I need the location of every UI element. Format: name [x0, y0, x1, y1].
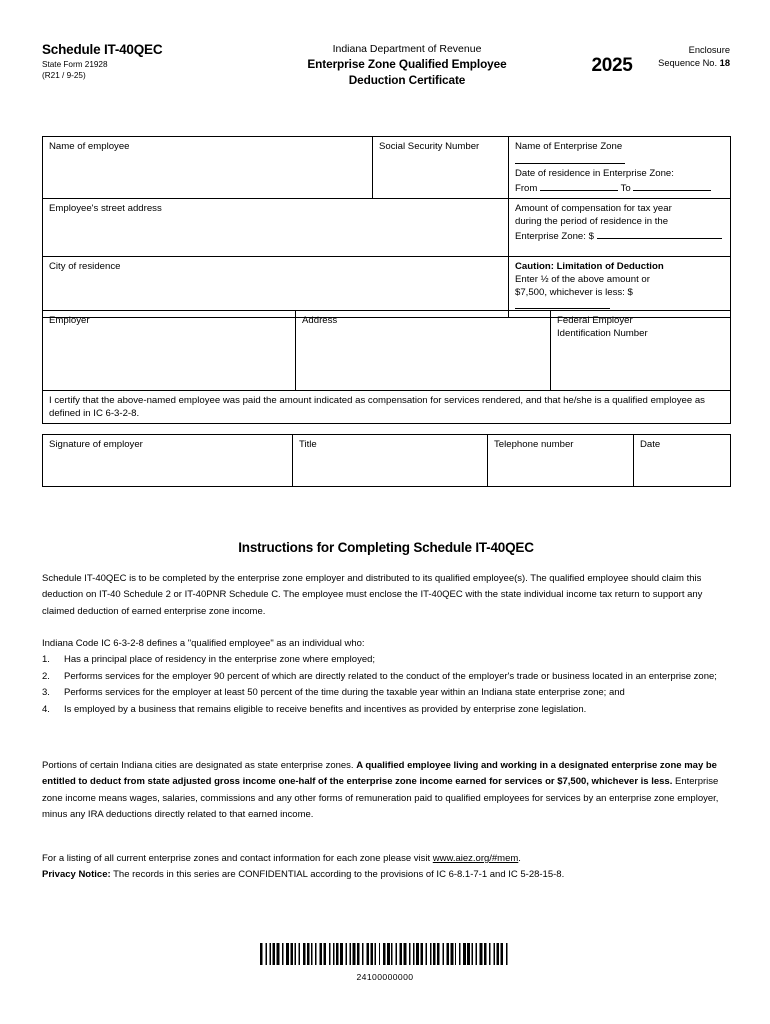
field-label: Date [640, 439, 661, 450]
field-caution-limitation[interactable] [509, 257, 731, 317]
field-label: Amount of compensation for tax year [515, 203, 672, 215]
employee-information-table [42, 136, 731, 318]
field-label: Name of employee [49, 141, 130, 152]
field-label: $7,500, whichever is less: $ [515, 286, 633, 298]
residence-dates-line [515, 181, 725, 196]
sequence-number: 18 [719, 58, 730, 68]
portions-text-part1: Portions of certain Indiana cities are designated as state enterprise zones. [42, 760, 357, 771]
certification-statement: I certify that the above-named employee was paid the amount indicated as compensation for services rendered, and that he/she is a qualified employee as defined in IC 6-3-2-8. [43, 391, 731, 424]
field-enterprise-zone-details[interactable] [509, 137, 731, 199]
field-city-of-residence[interactable] [43, 257, 509, 317]
enclosure-sequence-block [658, 44, 730, 70]
field-name-of-employee[interactable] [43, 137, 373, 199]
sequence-label: Sequence No. [658, 58, 718, 68]
field-employer-address[interactable] [296, 311, 551, 391]
field-label: Date of residence in Enterprise Zone: [515, 168, 674, 180]
agency-name: Indiana Department of Revenue [332, 43, 482, 55]
field-telephone-number[interactable] [488, 435, 634, 487]
field-label: Address [302, 315, 338, 326]
field-social-security-number[interactable] [373, 137, 509, 199]
privacy-notice-label: Privacy Notice: [42, 869, 111, 881]
list-item [42, 702, 730, 718]
field-label: Identification Number [557, 327, 648, 339]
privacy-notice-line [42, 867, 730, 883]
field-label: Employer [49, 315, 90, 326]
field-label: Signature of employer [49, 439, 143, 450]
form-title: Schedule IT-40QEC [42, 42, 163, 57]
to-label: To [620, 182, 631, 194]
table-row [43, 435, 731, 487]
barcode-image [260, 938, 510, 970]
write-in-line[interactable] [515, 154, 625, 164]
field-signature-of-employer[interactable] [43, 435, 293, 487]
aiez-website-link[interactable]: www.aiez.org/#mem [432, 853, 519, 864]
caution-heading: Caution: Limitation of Deduction [515, 261, 664, 273]
table-row [43, 311, 731, 391]
enterprise-zone-name-line [515, 141, 725, 168]
instructions-intro-paragraph: Schedule IT-40QEC is to be completed by the enterprise zone employer and distributed to its qualified employee(s). The qualified employee should claim this deduction on IT-40 Schedule 2 or IT-40PNR Schedule C. The employee must enclose the IT-40QEC with the state individual income tax return to support any claimed deduction of earned enterprise zone income. [42, 573, 703, 617]
barcode-number: 24100000000 [356, 972, 414, 982]
list-item-text: Performs services for the employer 90 percent of which are directly related to the conduct of the employer's trade or business located in an enterprise zone; [64, 670, 717, 682]
certificate-title-line2: Deduction Certificate [348, 73, 466, 87]
from-label: From [515, 182, 538, 194]
field-date[interactable] [634, 435, 731, 487]
certificate-title-line1: Enterprise Zone Qualified Employee [307, 57, 507, 71]
table-row [43, 199, 731, 257]
qualified-employee-definition-block [42, 636, 730, 718]
form-header [42, 42, 730, 104]
list-item-number: 4. [42, 703, 50, 715]
enterprise-zone-deduction-paragraph [42, 758, 730, 824]
sequence-line [658, 57, 730, 70]
compensation-amount-line [515, 229, 725, 244]
field-label: during the period of residence in the [515, 215, 669, 227]
write-in-line-to[interactable] [633, 181, 711, 191]
list-item-text: Is employed by a business that remains eligible to receive benefits and incentives as provided by enterprise zone legislation. [64, 703, 587, 715]
listing-text-part1: For a listing of all current enterprise zones and contact information for each zone please visit [42, 853, 433, 864]
list-item-number: 3. [42, 687, 50, 699]
table-row [43, 391, 731, 424]
field-employer[interactable] [43, 311, 296, 391]
tax-year: 2025 [591, 55, 633, 76]
revision-code: (R21 / 9-25) [42, 71, 86, 80]
field-label: Enterprise Zone: $ [515, 230, 594, 242]
field-label: Name of Enterprise Zone [515, 141, 623, 152]
table-row [43, 257, 731, 317]
write-in-line[interactable] [597, 229, 722, 239]
list-item-number: 1. [42, 654, 50, 666]
field-label: Employee's street address [49, 203, 162, 215]
signature-row-table [42, 434, 731, 487]
field-label: Title [299, 439, 317, 450]
barcode-area [0, 938, 770, 982]
field-street-address[interactable] [43, 199, 509, 257]
list-item [42, 652, 730, 668]
definition-lead-in: Indiana Code IC 6-3-2-8 defines a "qualified employee" as an individual who: [42, 638, 365, 649]
list-item-text: Performs services for the employer at least 50 percent of the time during the taxable year within an Indiana state enterprise zone; and [64, 687, 625, 699]
field-label: City of residence [49, 261, 121, 273]
instructions-heading: Instructions for Completing Schedule IT-40QEC [238, 540, 534, 555]
employer-information-table [42, 310, 731, 424]
list-item-text: Has a principal place of residency in the enterprise zone where employed; [64, 654, 376, 666]
list-item-number: 2. [42, 670, 50, 682]
list-item [42, 685, 730, 701]
field-label: Telephone number [494, 439, 574, 450]
portions-bold-text: A qualified employee living and working in a designated enterprise zone may be entitled to deduct from state adjusted gross income one-half of the enterprise zone income earned for services or $7,500, whichever is less. [42, 760, 717, 788]
listing-text-part2: . [518, 853, 521, 864]
write-in-line[interactable] [515, 299, 610, 309]
zone-listing-line [42, 851, 730, 867]
enclosure-label: Enclosure [688, 45, 730, 55]
field-compensation-amount[interactable] [509, 199, 731, 257]
header-center-block [242, 42, 572, 88]
field-title[interactable] [293, 435, 488, 487]
field-label: Enter ½ of the above amount or [515, 273, 650, 285]
field-federal-employer-id[interactable] [551, 311, 731, 391]
privacy-notice-text: The records in this series are CONFIDENTIAL according to the provisions of IC 6-8.1-7-1 and IC 5-28-15-8. [110, 869, 565, 881]
portions-text-part2: Enterprise zone income means wages, salaries, commissions and any other forms of remuneration paid to qualified employees for services by an enterprise zone employer, minus any IRA deductions directly related to that earned income. [42, 776, 719, 821]
field-label: Federal Employer [557, 315, 633, 326]
list-item [42, 669, 730, 685]
table-row [43, 137, 731, 199]
header-left-block [42, 42, 272, 81]
write-in-line-from[interactable] [540, 181, 618, 191]
listing-and-privacy-block [42, 851, 730, 884]
field-label: Social Security Number [379, 141, 480, 152]
state-form-number: State Form 21928 [42, 60, 108, 69]
